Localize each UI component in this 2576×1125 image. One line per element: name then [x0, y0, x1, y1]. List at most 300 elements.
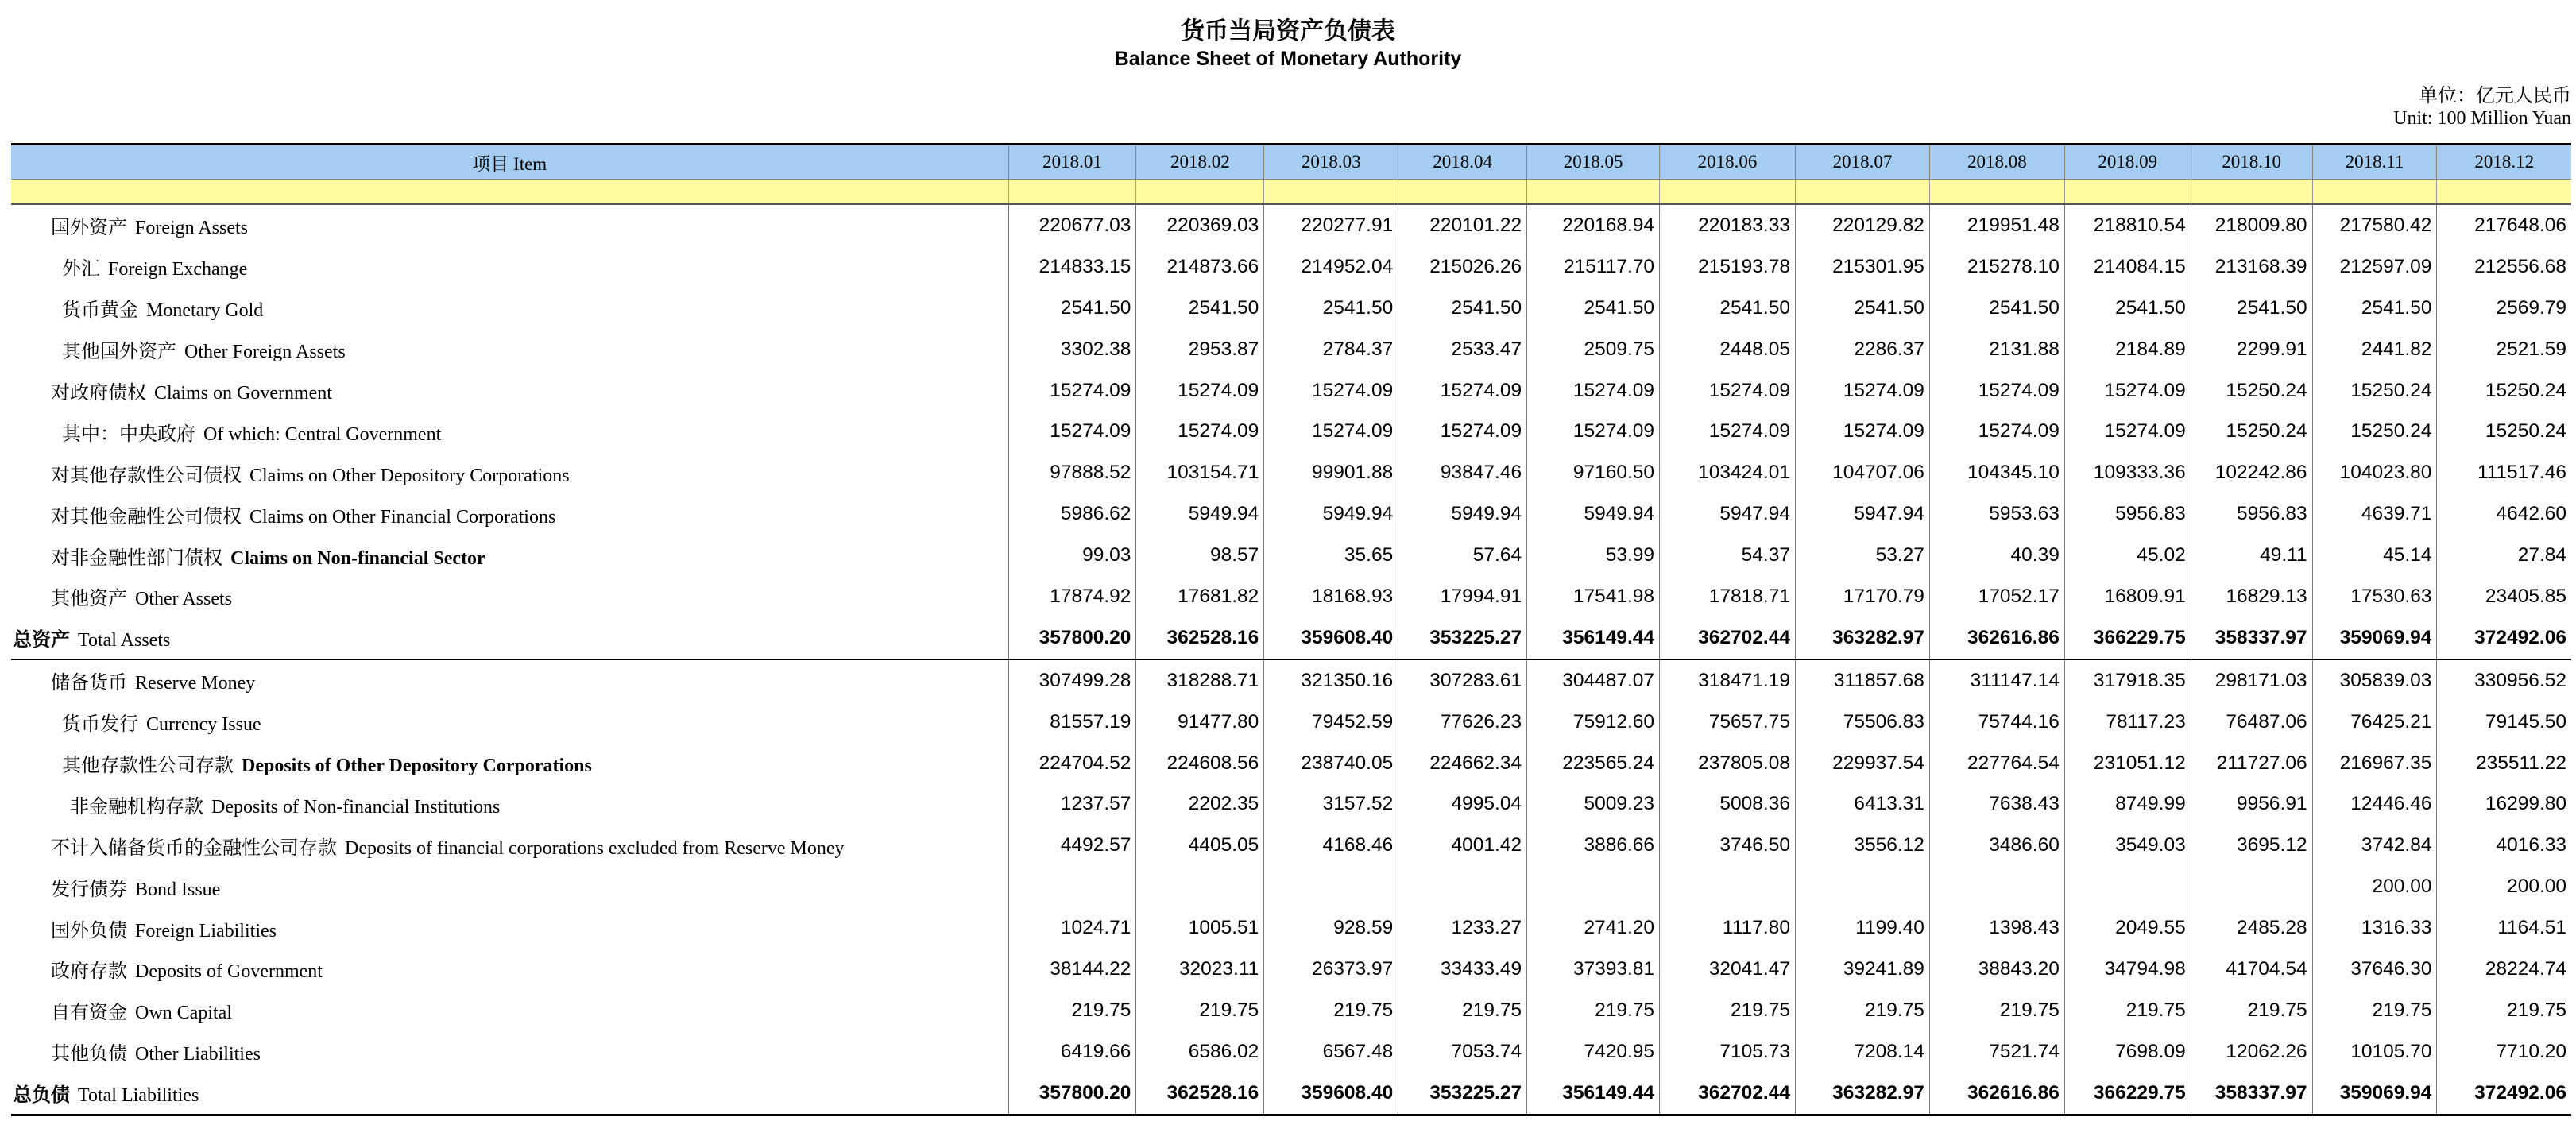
- value-cell: 4492.57: [1008, 825, 1136, 866]
- value-cell: 3556.12: [1795, 825, 1929, 866]
- value-cell: 363282.97: [1795, 1073, 1929, 1115]
- header-spacer-row: [11, 180, 2571, 205]
- header-row: [11, 145, 2571, 180]
- value-cell: 213168.39: [2191, 246, 2312, 288]
- value-cell: 15274.09: [1660, 411, 1796, 452]
- value-cell: 5949.94: [1136, 493, 1264, 535]
- row-label-chinese: 其中：中央政府: [62, 422, 195, 445]
- row-label: [11, 702, 1008, 743]
- value-cell: 2485.28: [2191, 907, 2312, 949]
- value-cell: 17681.82: [1136, 576, 1264, 617]
- value-cell: 3302.38: [1008, 329, 1136, 370]
- value-cell: 2541.50: [1264, 288, 1398, 329]
- row-label-chinese: 储备货币: [51, 671, 127, 694]
- value-cell: 211727.06: [2191, 743, 2312, 784]
- value-cell: 1164.51: [2437, 907, 2571, 949]
- value-cell: 358337.97: [2191, 617, 2312, 659]
- value-cell: 200.00: [2312, 866, 2437, 907]
- value-cell: 15274.09: [1398, 411, 1527, 452]
- row-label: [11, 659, 1008, 702]
- row-label: [11, 743, 1008, 784]
- value-cell: 15250.24: [2437, 411, 2571, 452]
- row-label-english: Of which: Central Government: [203, 423, 442, 445]
- value-cell: 38843.20: [1929, 949, 2064, 990]
- value-cell: 223565.24: [1527, 743, 1660, 784]
- value-cell: 317918.35: [2064, 659, 2191, 702]
- value-cell: 362616.86: [1929, 617, 2064, 659]
- value-cell: 37393.81: [1527, 949, 1660, 990]
- row-label-chinese: 货币发行: [62, 713, 138, 736]
- value-cell: 220183.33: [1660, 204, 1796, 246]
- row-label-english: Other Foreign Assets: [184, 342, 346, 363]
- value-cell: 2541.50: [1929, 288, 2064, 329]
- value-cell: 214952.04: [1264, 246, 1398, 288]
- value-cell: 224704.52: [1008, 743, 1136, 784]
- value-cell: 5953.63: [1929, 493, 2064, 535]
- value-cell: 2049.55: [2064, 907, 2191, 949]
- value-cell: 359608.40: [1264, 617, 1398, 659]
- value-cell: 2541.50: [1136, 288, 1264, 329]
- row-label-chinese: 发行债券: [51, 877, 127, 900]
- value-cell: 7053.74: [1398, 1031, 1527, 1073]
- value-cell: 3695.12: [2191, 825, 2312, 866]
- value-cell: 23405.85: [2437, 576, 2571, 617]
- value-cell: 28224.74: [2437, 949, 2571, 990]
- value-cell: 5947.94: [1660, 493, 1796, 535]
- value-cell: 3886.66: [1527, 825, 1660, 866]
- value-cell: 358337.97: [2191, 1073, 2312, 1115]
- value-cell: [1136, 866, 1264, 907]
- value-cell: 219.75: [1795, 990, 1929, 1031]
- value-cell: 3486.60: [1929, 825, 2064, 866]
- value-cell: 1237.57: [1008, 783, 1136, 825]
- value-cell: 362616.86: [1929, 1073, 2064, 1115]
- value-cell: 10105.70: [2312, 1031, 2437, 1073]
- value-cell: 214873.66: [1136, 246, 1264, 288]
- value-cell: 17994.91: [1398, 576, 1527, 617]
- value-cell: 6586.02: [1136, 1031, 1264, 1073]
- value-cell: 15274.09: [2064, 370, 2191, 412]
- row-label-chinese: 国外资产: [51, 216, 127, 239]
- value-cell: 1024.71: [1008, 907, 1136, 949]
- value-cell: 2441.82: [2312, 329, 2437, 370]
- value-cell: 235511.22: [2437, 743, 2571, 784]
- value-cell: 227764.54: [1929, 743, 2064, 784]
- value-cell: 2784.37: [1264, 329, 1398, 370]
- value-cell: 45.14: [2312, 535, 2437, 576]
- value-cell: 2569.79: [2437, 288, 2571, 329]
- value-cell: 362702.44: [1660, 617, 1796, 659]
- value-cell: 224608.56: [1136, 743, 1264, 784]
- value-cell: 357800.20: [1008, 617, 1136, 659]
- value-cell: 231051.12: [2064, 743, 2191, 784]
- table-row: [11, 907, 2571, 949]
- value-cell: 237805.08: [1660, 743, 1796, 784]
- value-cell: 91477.80: [1136, 702, 1264, 743]
- value-cell: 928.59: [1264, 907, 1398, 949]
- row-label-english: Reserve Money: [135, 673, 256, 694]
- table-row: [11, 576, 2571, 617]
- table-row: [11, 452, 2571, 493]
- value-cell: 318288.71: [1136, 659, 1264, 702]
- value-cell: 3746.50: [1660, 825, 1796, 866]
- value-cell: 2541.50: [1660, 288, 1796, 329]
- value-cell: 359069.94: [2312, 1073, 2437, 1115]
- row-label-english: Foreign Liabilities: [135, 920, 277, 941]
- row-label-english: Other Liabilities: [135, 1044, 261, 1065]
- value-cell: 215117.70: [1527, 246, 1660, 288]
- value-cell: 1005.51: [1136, 907, 1264, 949]
- unit-label-english: Unit: 100 Million Yuan: [2393, 108, 2571, 129]
- value-cell: [2064, 866, 2191, 907]
- value-cell: 15274.09: [1660, 370, 1796, 412]
- value-cell: 7698.09: [2064, 1031, 2191, 1073]
- value-cell: 2541.50: [1398, 288, 1527, 329]
- value-cell: 111517.46: [2437, 452, 2571, 493]
- value-cell: 1117.80: [1660, 907, 1796, 949]
- value-cell: 238740.05: [1264, 743, 1398, 784]
- value-cell: [1264, 866, 1398, 907]
- total-row: [11, 617, 2571, 659]
- row-label: [11, 370, 1008, 412]
- row-label: [11, 825, 1008, 866]
- value-cell: [1008, 866, 1136, 907]
- value-cell: 15274.09: [1264, 370, 1398, 412]
- row-label-chinese: 政府存款: [51, 960, 127, 983]
- value-cell: 2953.87: [1136, 329, 1264, 370]
- value-cell: 15274.09: [1795, 411, 1929, 452]
- row-label-english: Deposits of financial corporations excluded from Reserve Money: [345, 837, 845, 859]
- value-cell: 5949.94: [1264, 493, 1398, 535]
- value-cell: 2741.20: [1527, 907, 1660, 949]
- value-cell: 219.75: [1136, 990, 1264, 1031]
- value-cell: 7105.73: [1660, 1031, 1796, 1073]
- row-label-english: Deposits of Other Depository Corporations: [242, 756, 592, 777]
- row-label-chinese: 对非金融性部门债权: [51, 546, 222, 569]
- value-cell: 79145.50: [2437, 702, 2571, 743]
- value-cell: 3157.52: [1264, 783, 1398, 825]
- value-cell: 53.27: [1795, 535, 1929, 576]
- page-title-chinese: 货币当局资产负债表: [1181, 17, 1395, 45]
- value-cell: 79452.59: [1264, 702, 1398, 743]
- table-row: [11, 990, 2571, 1031]
- value-cell: 16809.91: [2064, 576, 2191, 617]
- value-cell: 6413.31: [1795, 783, 1929, 825]
- value-cell: 37646.30: [2312, 949, 2437, 990]
- value-cell: 362528.16: [1136, 1073, 1264, 1115]
- value-cell: 372492.06: [2437, 617, 2571, 659]
- value-cell: 220677.03: [1008, 204, 1136, 246]
- value-cell: 41704.54: [2191, 949, 2312, 990]
- column-header-month: 2018.08: [1929, 145, 2064, 180]
- row-label-chinese: 总资产: [13, 628, 70, 651]
- row-label: [11, 907, 1008, 949]
- row-label-chinese: 其他存款性公司存款: [62, 754, 234, 777]
- value-cell: 219.75: [1527, 990, 1660, 1031]
- row-label-english: Other Assets: [135, 589, 232, 610]
- row-label: [11, 783, 1008, 825]
- value-cell: 4995.04: [1398, 783, 1527, 825]
- value-cell: 1233.27: [1398, 907, 1527, 949]
- value-cell: 5956.83: [2064, 493, 2191, 535]
- row-label-chinese: 国外负债: [51, 918, 127, 941]
- table-row: [11, 783, 2571, 825]
- column-header-month: 2018.12: [2437, 145, 2571, 180]
- value-cell: 18168.93: [1264, 576, 1398, 617]
- value-cell: 15250.24: [2191, 370, 2312, 412]
- value-cell: 17170.79: [1795, 576, 1929, 617]
- value-cell: 5986.62: [1008, 493, 1136, 535]
- table-row: [11, 949, 2571, 990]
- value-cell: [1929, 866, 2064, 907]
- column-header-month: 2018.04: [1398, 145, 1527, 180]
- value-cell: 216967.35: [2312, 743, 2437, 784]
- value-cell: 26373.97: [1264, 949, 1398, 990]
- row-label-english: Foreign Exchange: [108, 259, 248, 280]
- value-cell: 76487.06: [2191, 702, 2312, 743]
- value-cell: 311857.68: [1795, 659, 1929, 702]
- page-title-english: Balance Sheet of Monetary Authority: [1114, 48, 1462, 70]
- value-cell: 75912.60: [1527, 702, 1660, 743]
- row-label-english: Claims on Non-financial Sector: [230, 547, 485, 569]
- value-cell: 1199.40: [1795, 907, 1929, 949]
- value-cell: 93847.46: [1398, 452, 1527, 493]
- value-cell: 220129.82: [1795, 204, 1929, 246]
- value-cell: 362702.44: [1660, 1073, 1796, 1115]
- value-cell: 219.75: [1398, 990, 1527, 1031]
- value-cell: 103424.01: [1660, 452, 1796, 493]
- value-cell: 4639.71: [2312, 493, 2437, 535]
- column-header-month: 2018.07: [1795, 145, 1929, 180]
- value-cell: 2509.75: [1527, 329, 1660, 370]
- table-row: [11, 204, 2571, 246]
- row-label-english: Own Capital: [135, 1003, 232, 1024]
- row-label-chinese: 外汇: [62, 257, 100, 280]
- value-cell: [2191, 866, 2312, 907]
- value-cell: 9956.91: [2191, 783, 2312, 825]
- value-cell: 15250.24: [2312, 411, 2437, 452]
- value-cell: 356149.44: [1527, 1073, 1660, 1115]
- row-label-chinese: 其他负债: [51, 1042, 127, 1065]
- value-cell: 217580.42: [2312, 204, 2437, 246]
- row-label-english: Claims on Other Depository Corporations: [249, 465, 570, 486]
- value-cell: 16829.13: [2191, 576, 2312, 617]
- table-row: [11, 535, 2571, 576]
- total-row: [11, 1073, 2571, 1115]
- row-label: [11, 1031, 1008, 1073]
- row-label-chinese: 货币黄金: [62, 299, 138, 322]
- table-row: [11, 825, 2571, 866]
- value-cell: 2541.50: [2191, 288, 2312, 329]
- value-cell: 2131.88: [1929, 329, 2064, 370]
- table-row: [11, 702, 2571, 743]
- value-cell: 219.75: [1264, 990, 1398, 1031]
- row-label-chinese: 对其他金融性公司债权: [51, 505, 242, 528]
- column-header-month: 2018.03: [1264, 145, 1398, 180]
- value-cell: 5956.83: [2191, 493, 2312, 535]
- value-cell: 304487.07: [1527, 659, 1660, 702]
- value-cell: 212597.09: [2312, 246, 2437, 288]
- value-cell: 15274.09: [1795, 370, 1929, 412]
- value-cell: 7638.43: [1929, 783, 2064, 825]
- value-cell: 15274.09: [1008, 411, 1136, 452]
- value-cell: 78117.23: [2064, 702, 2191, 743]
- value-cell: 32023.11: [1136, 949, 1264, 990]
- value-cell: 3742.84: [2312, 825, 2437, 866]
- value-cell: 8749.99: [2064, 783, 2191, 825]
- value-cell: [1398, 866, 1527, 907]
- value-cell: 12446.46: [2312, 783, 2437, 825]
- value-cell: 2286.37: [1795, 329, 1929, 370]
- value-cell: 5947.94: [1795, 493, 1929, 535]
- value-cell: 219.75: [1660, 990, 1796, 1031]
- row-label: [11, 246, 1008, 288]
- column-header-month: 2018.06: [1660, 145, 1796, 180]
- value-cell: 4001.42: [1398, 825, 1527, 866]
- row-label: [11, 329, 1008, 370]
- value-cell: 39241.89: [1795, 949, 1929, 990]
- row-label-chinese: 对政府债权: [51, 381, 146, 404]
- column-header-month: 2018.09: [2064, 145, 2191, 180]
- value-cell: 49.11: [2191, 535, 2312, 576]
- value-cell: 215301.95: [1795, 246, 1929, 288]
- value-cell: 218009.80: [2191, 204, 2312, 246]
- row-label: [11, 990, 1008, 1031]
- value-cell: 75744.16: [1929, 702, 2064, 743]
- column-header-month: 2018.02: [1136, 145, 1264, 180]
- value-cell: 109333.36: [2064, 452, 2191, 493]
- value-cell: 17541.98: [1527, 576, 1660, 617]
- value-cell: 15274.09: [1929, 370, 2064, 412]
- value-cell: 298171.03: [2191, 659, 2312, 702]
- value-cell: 32041.47: [1660, 949, 1796, 990]
- value-cell: 224662.34: [1398, 743, 1527, 784]
- value-cell: 15274.09: [1136, 411, 1264, 452]
- value-cell: 220168.94: [1527, 204, 1660, 246]
- row-label: [11, 866, 1008, 907]
- value-cell: 15274.09: [2064, 411, 2191, 452]
- value-cell: 33433.49: [1398, 949, 1527, 990]
- row-label-english: Claims on Other Financial Corporations: [249, 506, 556, 528]
- value-cell: 215193.78: [1660, 246, 1796, 288]
- value-cell: 5949.94: [1527, 493, 1660, 535]
- unit-label-chinese: 单位：亿元人民币: [2419, 84, 2571, 106]
- table-row: [11, 1031, 2571, 1073]
- value-cell: 15274.09: [1136, 370, 1264, 412]
- table-row: [11, 288, 2571, 329]
- row-label-chinese: 自有资金: [51, 1001, 127, 1024]
- value-cell: 215026.26: [1398, 246, 1527, 288]
- value-cell: 215278.10: [1929, 246, 2064, 288]
- value-cell: 53.99: [1527, 535, 1660, 576]
- row-label-english: Foreign Assets: [135, 218, 249, 239]
- row-label: [11, 288, 1008, 329]
- row-label-english: Deposits of Government: [135, 961, 323, 983]
- value-cell: 6419.66: [1008, 1031, 1136, 1073]
- value-cell: 17052.17: [1929, 576, 2064, 617]
- value-cell: 372492.06: [2437, 1073, 2571, 1115]
- value-cell: 2521.59: [2437, 329, 2571, 370]
- value-cell: [1795, 866, 1929, 907]
- value-cell: 229937.54: [1795, 743, 1929, 784]
- value-cell: 353225.27: [1398, 1073, 1527, 1115]
- value-cell: 357800.20: [1008, 1073, 1136, 1115]
- value-cell: 35.65: [1264, 535, 1398, 576]
- value-cell: 54.37: [1660, 535, 1796, 576]
- value-cell: 5008.36: [1660, 783, 1796, 825]
- row-label: [11, 493, 1008, 535]
- column-header-month: 2018.10: [2191, 145, 2312, 180]
- value-cell: 307499.28: [1008, 659, 1136, 702]
- value-cell: 330956.52: [2437, 659, 2571, 702]
- value-cell: 200.00: [2437, 866, 2571, 907]
- value-cell: 305839.03: [2312, 659, 2437, 702]
- value-cell: 104707.06: [1795, 452, 1929, 493]
- row-label-english: Total Liabilities: [78, 1085, 199, 1107]
- row-label-english: Bond Issue: [135, 879, 221, 900]
- row-label-english: Monetary Gold: [146, 300, 264, 322]
- value-cell: 219.75: [1008, 990, 1136, 1031]
- row-label-chinese: 总负债: [13, 1084, 70, 1107]
- value-cell: 1316.33: [2312, 907, 2437, 949]
- row-label-english: Deposits of Non-financial Institutions: [211, 796, 501, 818]
- value-cell: 2533.47: [1398, 329, 1527, 370]
- value-cell: 219.75: [2437, 990, 2571, 1031]
- value-cell: 17530.63: [2312, 576, 2437, 617]
- row-label-chinese: 不计入储备货币的金融性公司存款: [51, 836, 337, 859]
- column-header-month: 2018.01: [1008, 145, 1136, 180]
- row-label: [11, 1073, 1008, 1115]
- value-cell: 5009.23: [1527, 783, 1660, 825]
- value-cell: 57.64: [1398, 535, 1527, 576]
- value-cell: 38144.22: [1008, 949, 1136, 990]
- value-cell: 218810.54: [2064, 204, 2191, 246]
- value-cell: 214084.15: [2064, 246, 2191, 288]
- value-cell: 363282.97: [1795, 617, 1929, 659]
- value-cell: 2202.35: [1136, 783, 1264, 825]
- value-cell: 2184.89: [2064, 329, 2191, 370]
- row-label: [11, 452, 1008, 493]
- value-cell: 219.75: [1929, 990, 2064, 1031]
- value-cell: 103154.71: [1136, 452, 1264, 493]
- value-cell: 4642.60: [2437, 493, 2571, 535]
- table-row: [11, 411, 2571, 452]
- value-cell: 15250.24: [2191, 411, 2312, 452]
- row-label: [11, 204, 1008, 246]
- value-cell: [1527, 866, 1660, 907]
- value-cell: 220369.03: [1136, 204, 1264, 246]
- value-cell: 4168.46: [1264, 825, 1398, 866]
- value-cell: 2299.91: [2191, 329, 2312, 370]
- value-cell: 2541.50: [1795, 288, 1929, 329]
- value-cell: 2541.50: [1527, 288, 1660, 329]
- value-cell: 7208.14: [1795, 1031, 1929, 1073]
- row-label: [11, 535, 1008, 576]
- table-row: [11, 329, 2571, 370]
- value-cell: 12062.26: [2191, 1031, 2312, 1073]
- value-cell: 15274.09: [1527, 370, 1660, 412]
- value-cell: 98.57: [1136, 535, 1264, 576]
- value-cell: 40.39: [1929, 535, 2064, 576]
- row-label: [11, 411, 1008, 452]
- value-cell: 307283.61: [1398, 659, 1527, 702]
- row-label: [11, 617, 1008, 659]
- value-cell: 75657.75: [1660, 702, 1796, 743]
- value-cell: 219.75: [2312, 990, 2437, 1031]
- column-header-month: 2018.05: [1527, 145, 1660, 180]
- value-cell: 102242.86: [2191, 452, 2312, 493]
- value-cell: 219951.48: [1929, 204, 2064, 246]
